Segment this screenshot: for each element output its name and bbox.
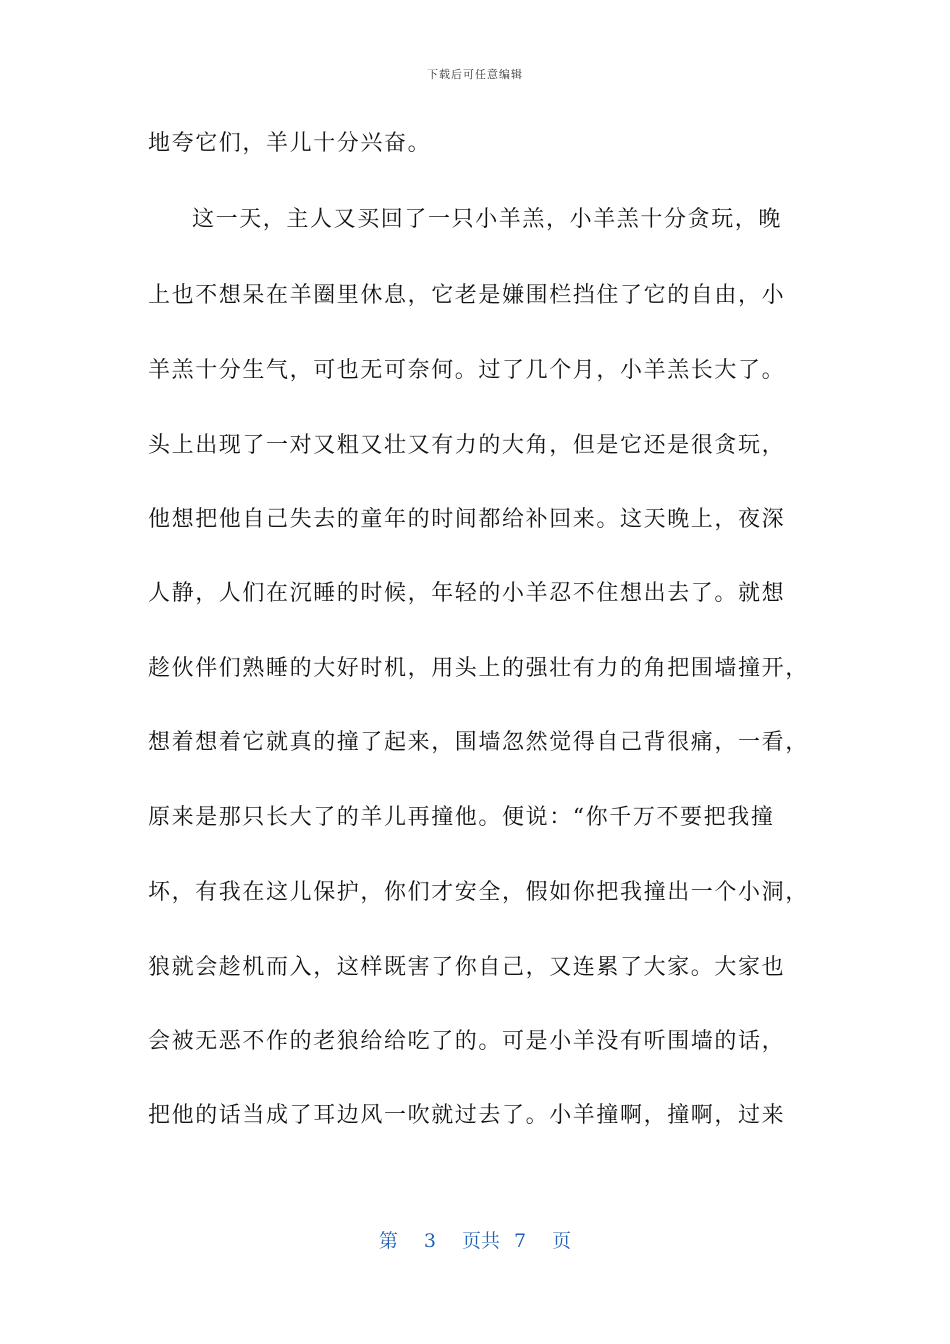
paragraph-line: 坏，有我在这儿保护，你们才安全，假如你把我撞出一个小洞， [148, 880, 809, 905]
header-note: 下载后可任意编辑 [427, 68, 523, 81]
paragraph-line: 把他的话当成了耳边风一吹就过去了。小羊撞啊，撞啊，过来 [148, 1103, 786, 1128]
paragraph-line: 会被无恶不作的老狼给给吃了的。可是小羊没有听围墙的话， [148, 1029, 786, 1054]
page-label-suffix: 页 [552, 1230, 572, 1252]
page-label-prefix: 第 [378, 1230, 398, 1252]
paragraph-line: 这一天，主人又买回了一只小羊羔，小羊羔十分贪玩，晚 [192, 207, 783, 232]
paragraph-line: 头上出现了一对又粗又壮又有力的大角，但是它还是很贪玩， [148, 433, 786, 458]
page-label-middle: 页共 [461, 1230, 500, 1252]
paragraph-line: 羊羔十分生气，可也无可奈何。过了几个月，小羊羔长大了。 [148, 358, 786, 383]
paragraph-line: 想着想着它就真的撞了起来，围墙忽然觉得自己背很痛，一看， [148, 730, 809, 755]
paragraph-line: 趁伙伴们熟睡的大好时机，用头上的强壮有力的角把围墙撞开， [148, 656, 809, 681]
page-number-footer [0, 1226, 950, 1253]
paragraph-line: 人静，人们在沉睡的时候，年轻的小羊忍不住想出去了。就想 [148, 581, 786, 606]
paragraph-line: 上也不想呆在羊圈里休息，它老是嫌围栏挡住了它的自由，小 [148, 283, 786, 308]
total-page-number: 7 [514, 1230, 527, 1252]
current-page-number: 3 [423, 1230, 436, 1252]
paragraph-line: 他想把他自己失去的童年的时间都给补回来。这天晚上，夜深 [148, 507, 786, 532]
paragraph-line: 原来是那只长大了的羊儿再撞他。便说：“你千万不要把我撞 [148, 805, 775, 830]
paragraph-line: 地夸它们，羊儿十分兴奋。 [148, 131, 432, 156]
paragraph-line: 狼就会趁机而入，这样既害了你自己，又连累了大家。大家也 [148, 955, 786, 980]
